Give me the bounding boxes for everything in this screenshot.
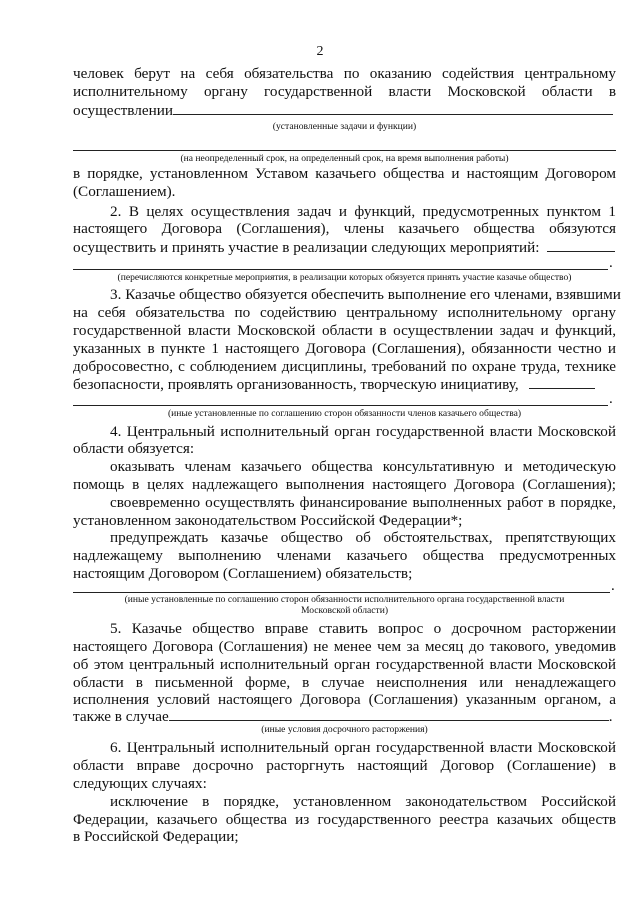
item3-line6 bbox=[73, 376, 616, 394]
item5-line6 bbox=[73, 708, 616, 726]
item5-line2: настоящего Договора (Соглашения) не менее чем за месяц до такового, уведомив bbox=[73, 638, 616, 655]
para1-line4: в порядке, установленном Уставом казачьего общества и настоящим Договором bbox=[73, 165, 616, 182]
para1-line5: (Соглашением). bbox=[73, 183, 176, 200]
item5-line4: области в письменной форме, в случае неисполнения или ненадлежащего bbox=[73, 674, 616, 691]
item3-line3: государственной власти Московской области в осуществлении задач и функций, bbox=[73, 322, 616, 339]
para1-line1: человек берут на себя обязательства по оказанию содействия центральному bbox=[73, 65, 616, 82]
item5-line6-text: также в случае bbox=[73, 708, 169, 725]
item2-line1: 2. В целях осуществления задач и функций, предусмотренных пунктом 1 bbox=[110, 203, 616, 220]
fill-line bbox=[547, 239, 615, 252]
item5-line3: об этом центральный исполнительный орган государственной власти Московской bbox=[73, 656, 616, 673]
para1-line2: исполнительному органу государственной власти Московской области в bbox=[73, 83, 616, 100]
item2-line2: настоящего Договора (Соглашения), члены казачьего общества обязуются bbox=[73, 220, 616, 237]
item6-line3: следующих случаях: bbox=[73, 775, 207, 792]
item4-line9: настоящим Договором (Соглашением) обязательств; bbox=[73, 565, 413, 582]
caption-authority-duties-2: Московской области) bbox=[300, 605, 389, 616]
caption-measures: (перечисляются конкретные мероприятия, в реализации которых обязуется принять участие казачье общество) bbox=[117, 272, 572, 283]
item4-line6: установленном законодательством Российской Федерации*; bbox=[73, 512, 463, 529]
item4-line7: предупреждать казачье общество об обстоятельствах, препятствующих bbox=[110, 529, 616, 546]
fill-line bbox=[73, 269, 608, 270]
item2-line3 bbox=[73, 239, 616, 257]
line-end-dot: . bbox=[609, 391, 613, 407]
item5-line1: 5. Казачье общество вправе ставить вопрос о досрочном расторжении bbox=[110, 620, 616, 637]
item6-line6: в Российской Федерации; bbox=[73, 828, 239, 845]
caption-termination: (иные условия досрочного расторжения) bbox=[261, 724, 428, 735]
line-end-dot: . bbox=[609, 255, 613, 271]
item3-line1: 3. Казачье общество обязуется обеспечить выполнение его членами, взявшими bbox=[110, 286, 621, 303]
item4-line4: помощь в целях надлежащего выполнения настоящего Договора (Соглашения); bbox=[73, 476, 616, 493]
para1-line3-text: осуществлении bbox=[73, 102, 173, 119]
item4-line5: своевременно осуществлять финансирование выполненных работ в порядке, bbox=[110, 494, 616, 511]
item4-line1: 4. Центральный исполнительный орган государственной власти Московской bbox=[110, 423, 616, 440]
item4-line3: оказывать членам казачьего общества консультативную и методическую bbox=[110, 458, 616, 475]
caption-society-duties: (иные установленные по соглашению сторон обязанности членов казачьего общества) bbox=[167, 408, 522, 419]
item2-line3-text: осуществить и принять участие в реализации следующих мероприятий: bbox=[73, 239, 540, 256]
caption-term: (на неопределенный срок, на определенный срок, на время выполнения работы) bbox=[180, 153, 509, 164]
item3-line6-text: безопасности, проявлять организованность, творческую инициативу, bbox=[73, 376, 519, 393]
caption-authority-duties-1: (иные установленные по соглашению сторон обязанности исполнительного органа государственной власти bbox=[124, 594, 565, 605]
para1-line3 bbox=[73, 102, 616, 120]
item3-line2: на себя обязательства по содействию центральному исполнительному органу bbox=[73, 304, 616, 321]
fill-line bbox=[73, 150, 616, 151]
item3-line5: добросовестно, с соблюдением дисциплины, требований по охране труда, технике bbox=[73, 358, 616, 375]
page-number: 2 bbox=[316, 44, 324, 59]
item6-line2: области вправе досрочно расторгнуть настоящий Договор (Соглашение) в bbox=[73, 757, 616, 774]
line-end-dot: . bbox=[608, 708, 613, 725]
item4-line8: надлежащему выполнению членами казачьего общества предусмотренных bbox=[73, 547, 616, 564]
item5-line5: исполнения условий настоящего Договора (Соглашения) указанным органом, а bbox=[73, 691, 616, 708]
caption-tasks: (установленные задачи и функции) bbox=[272, 121, 417, 132]
item6-line5: Федерации, казачьего общества из государственного реестра казачьих обществ bbox=[73, 811, 616, 828]
item6-line4: исключение в порядке, установленном законодательством Российской bbox=[110, 793, 616, 810]
fill-line bbox=[169, 708, 609, 721]
fill-line bbox=[529, 376, 595, 389]
fill-line bbox=[173, 102, 613, 115]
item3-line4: указанных в пункте 1 настоящего Договора (Соглашения), обязанности честно и bbox=[73, 340, 616, 357]
item4-line2: области обязуется: bbox=[73, 440, 195, 457]
fill-line bbox=[73, 405, 608, 406]
line-end-dot: . bbox=[611, 578, 615, 594]
fill-line bbox=[73, 592, 610, 593]
item6-line1: 6. Центральный исполнительный орган государственной власти Московской bbox=[110, 739, 616, 756]
